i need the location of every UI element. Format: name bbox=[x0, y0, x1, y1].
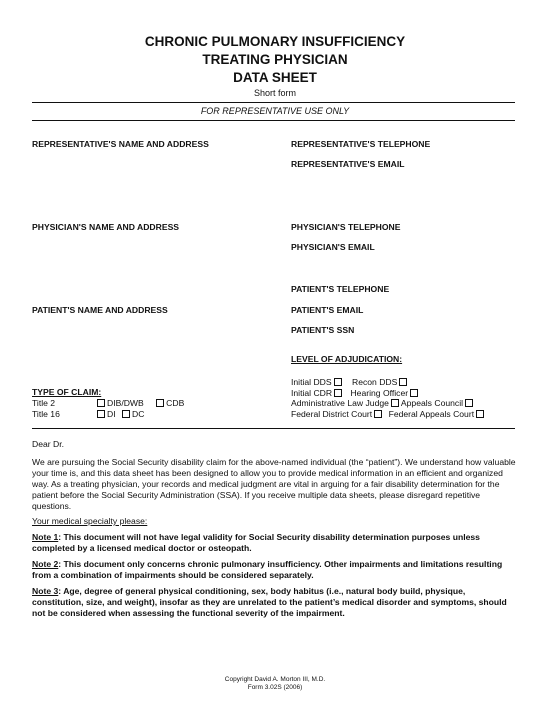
appeals-council-checkbox[interactable] bbox=[465, 399, 473, 407]
initial-dds-checkbox[interactable] bbox=[334, 378, 342, 386]
appeals-court-label: Federal Appeals Court bbox=[388, 409, 475, 419]
note-1-text: : This document will not have legal validity for Social Security disability determination purposes unless completed by a licensed medical doctor or osteopath. bbox=[32, 532, 480, 553]
note-1-label: Note 1 bbox=[32, 532, 59, 542]
claim-row-2 bbox=[95, 409, 144, 419]
hearing-officer-label: Hearing Officer bbox=[350, 388, 409, 398]
greeting: Dear Dr. bbox=[32, 439, 64, 449]
district-court-checkbox[interactable] bbox=[374, 410, 382, 418]
patient-name-label: PATIENT'S NAME AND ADDRESS bbox=[32, 305, 168, 315]
letter-rule bbox=[32, 428, 515, 429]
alj-checkbox[interactable] bbox=[391, 399, 399, 407]
claim-heading: TYPE OF CLAIM: bbox=[32, 387, 102, 397]
appeals-council-label: Appeals Council bbox=[400, 398, 464, 408]
cdb-label: CDB bbox=[166, 398, 185, 408]
appeals-court-checkbox[interactable] bbox=[476, 410, 484, 418]
rep-phone-label: REPRESENTATIVE'S TELEPHONE bbox=[291, 139, 431, 149]
header-rule bbox=[32, 102, 515, 103]
title-line-3: DATA SHEET bbox=[233, 70, 317, 85]
physician-name-label: PHYSICIAN'S NAME AND ADDRESS bbox=[32, 222, 180, 232]
title-16-label: Title 16 bbox=[32, 409, 60, 419]
patient-phone-label: PATIENT'S TELEPHONE bbox=[291, 284, 390, 294]
note-1 bbox=[32, 532, 516, 554]
initial-cdr-checkbox[interactable] bbox=[334, 389, 342, 397]
rep-email-label: REPRESENTATIVE'S EMAIL bbox=[291, 159, 405, 169]
note-2-text: : This document only concerns chronic pulmonary insufficiency. Other impairments and limitations resulting from a combination of impairments should be considered separately. bbox=[32, 559, 503, 580]
subtitle: Short form bbox=[253, 88, 296, 98]
di-checkbox[interactable] bbox=[97, 410, 105, 418]
note-3-text: : Age, degree of general physical conditioning, sex, body habitus (i.e., natural body build, physique, constitution, size, and weight), insofar as they are unrelated to the patient’s medical disorder and symptoms, should not be considered when assessing the functional severity of the impairment. bbox=[32, 586, 507, 618]
adjudication-row-3 bbox=[291, 398, 475, 408]
title-line-1: CHRONIC PULMONARY INSUFFICIENCY bbox=[144, 34, 406, 49]
rep-name-label: REPRESENTATIVE'S NAME AND ADDRESS bbox=[32, 139, 209, 149]
patient-ssn-label: PATIENT'S SSN bbox=[291, 325, 355, 335]
dc-checkbox[interactable] bbox=[122, 410, 130, 418]
dc-label: DC bbox=[131, 409, 145, 419]
adjudication-heading: LEVEL OF ADJUDICATION: bbox=[291, 354, 403, 364]
dibdwb-checkbox[interactable] bbox=[97, 399, 105, 407]
note-2-label: Note 2 bbox=[32, 559, 59, 569]
title-line-2: TREATING PHYSICIAN bbox=[202, 52, 348, 67]
note-3-label: Note 3 bbox=[32, 586, 59, 596]
recon-dds-label: Recon DDS bbox=[351, 377, 398, 387]
adjudication-row-1 bbox=[291, 377, 409, 387]
section-rule bbox=[32, 120, 515, 121]
initial-cdr-label: Initial CDR bbox=[291, 388, 333, 398]
alj-label: Administrative Law Judge bbox=[291, 398, 389, 408]
adjudication-row-4 bbox=[291, 409, 486, 419]
initial-dds-label: Initial DDS bbox=[291, 377, 332, 387]
patient-email-label: PATIENT'S EMAIL bbox=[291, 305, 364, 315]
physician-phone-label: PHYSICIAN'S TELEPHONE bbox=[291, 222, 401, 232]
cdb-checkbox[interactable] bbox=[156, 399, 164, 407]
note-3 bbox=[32, 586, 516, 619]
copyright: Copyright David A. Morton III, M.D. bbox=[224, 676, 326, 683]
adjudication-row-2 bbox=[291, 388, 420, 398]
hearing-officer-checkbox[interactable] bbox=[410, 389, 418, 397]
district-court-label: Federal District Court bbox=[291, 409, 373, 419]
physician-email-label: PHYSICIAN'S EMAIL bbox=[291, 242, 375, 252]
dibdwb-label: DIB/DWB bbox=[107, 398, 144, 408]
title-2-label: Title 2 bbox=[32, 398, 56, 408]
recon-dds-checkbox[interactable] bbox=[399, 378, 407, 386]
di-label: DI bbox=[107, 409, 116, 419]
note-2 bbox=[32, 559, 516, 581]
medical-specialty-prompt: Your medical specialty please: bbox=[32, 516, 148, 526]
representative-use-only: FOR REPRESENTATIVE USE ONLY bbox=[200, 106, 350, 116]
claim-row-1 bbox=[95, 398, 184, 408]
letter-body: We are pursuing the Social Security disability claim for the above-named individual (the “patient”). We understand how valuable your time is, and this data sheet has been designed to allow you to provide medical information in an efficient and organized way. As a treating physician, your records and medical judgment are vital in arguing for a fair disability determination for the patient before the Social Security Administration (SSA). If you receive multiple data sheets, please disregard repetitive questions. bbox=[32, 457, 516, 511]
form-number: Form 3.02S (2006) bbox=[247, 684, 303, 691]
